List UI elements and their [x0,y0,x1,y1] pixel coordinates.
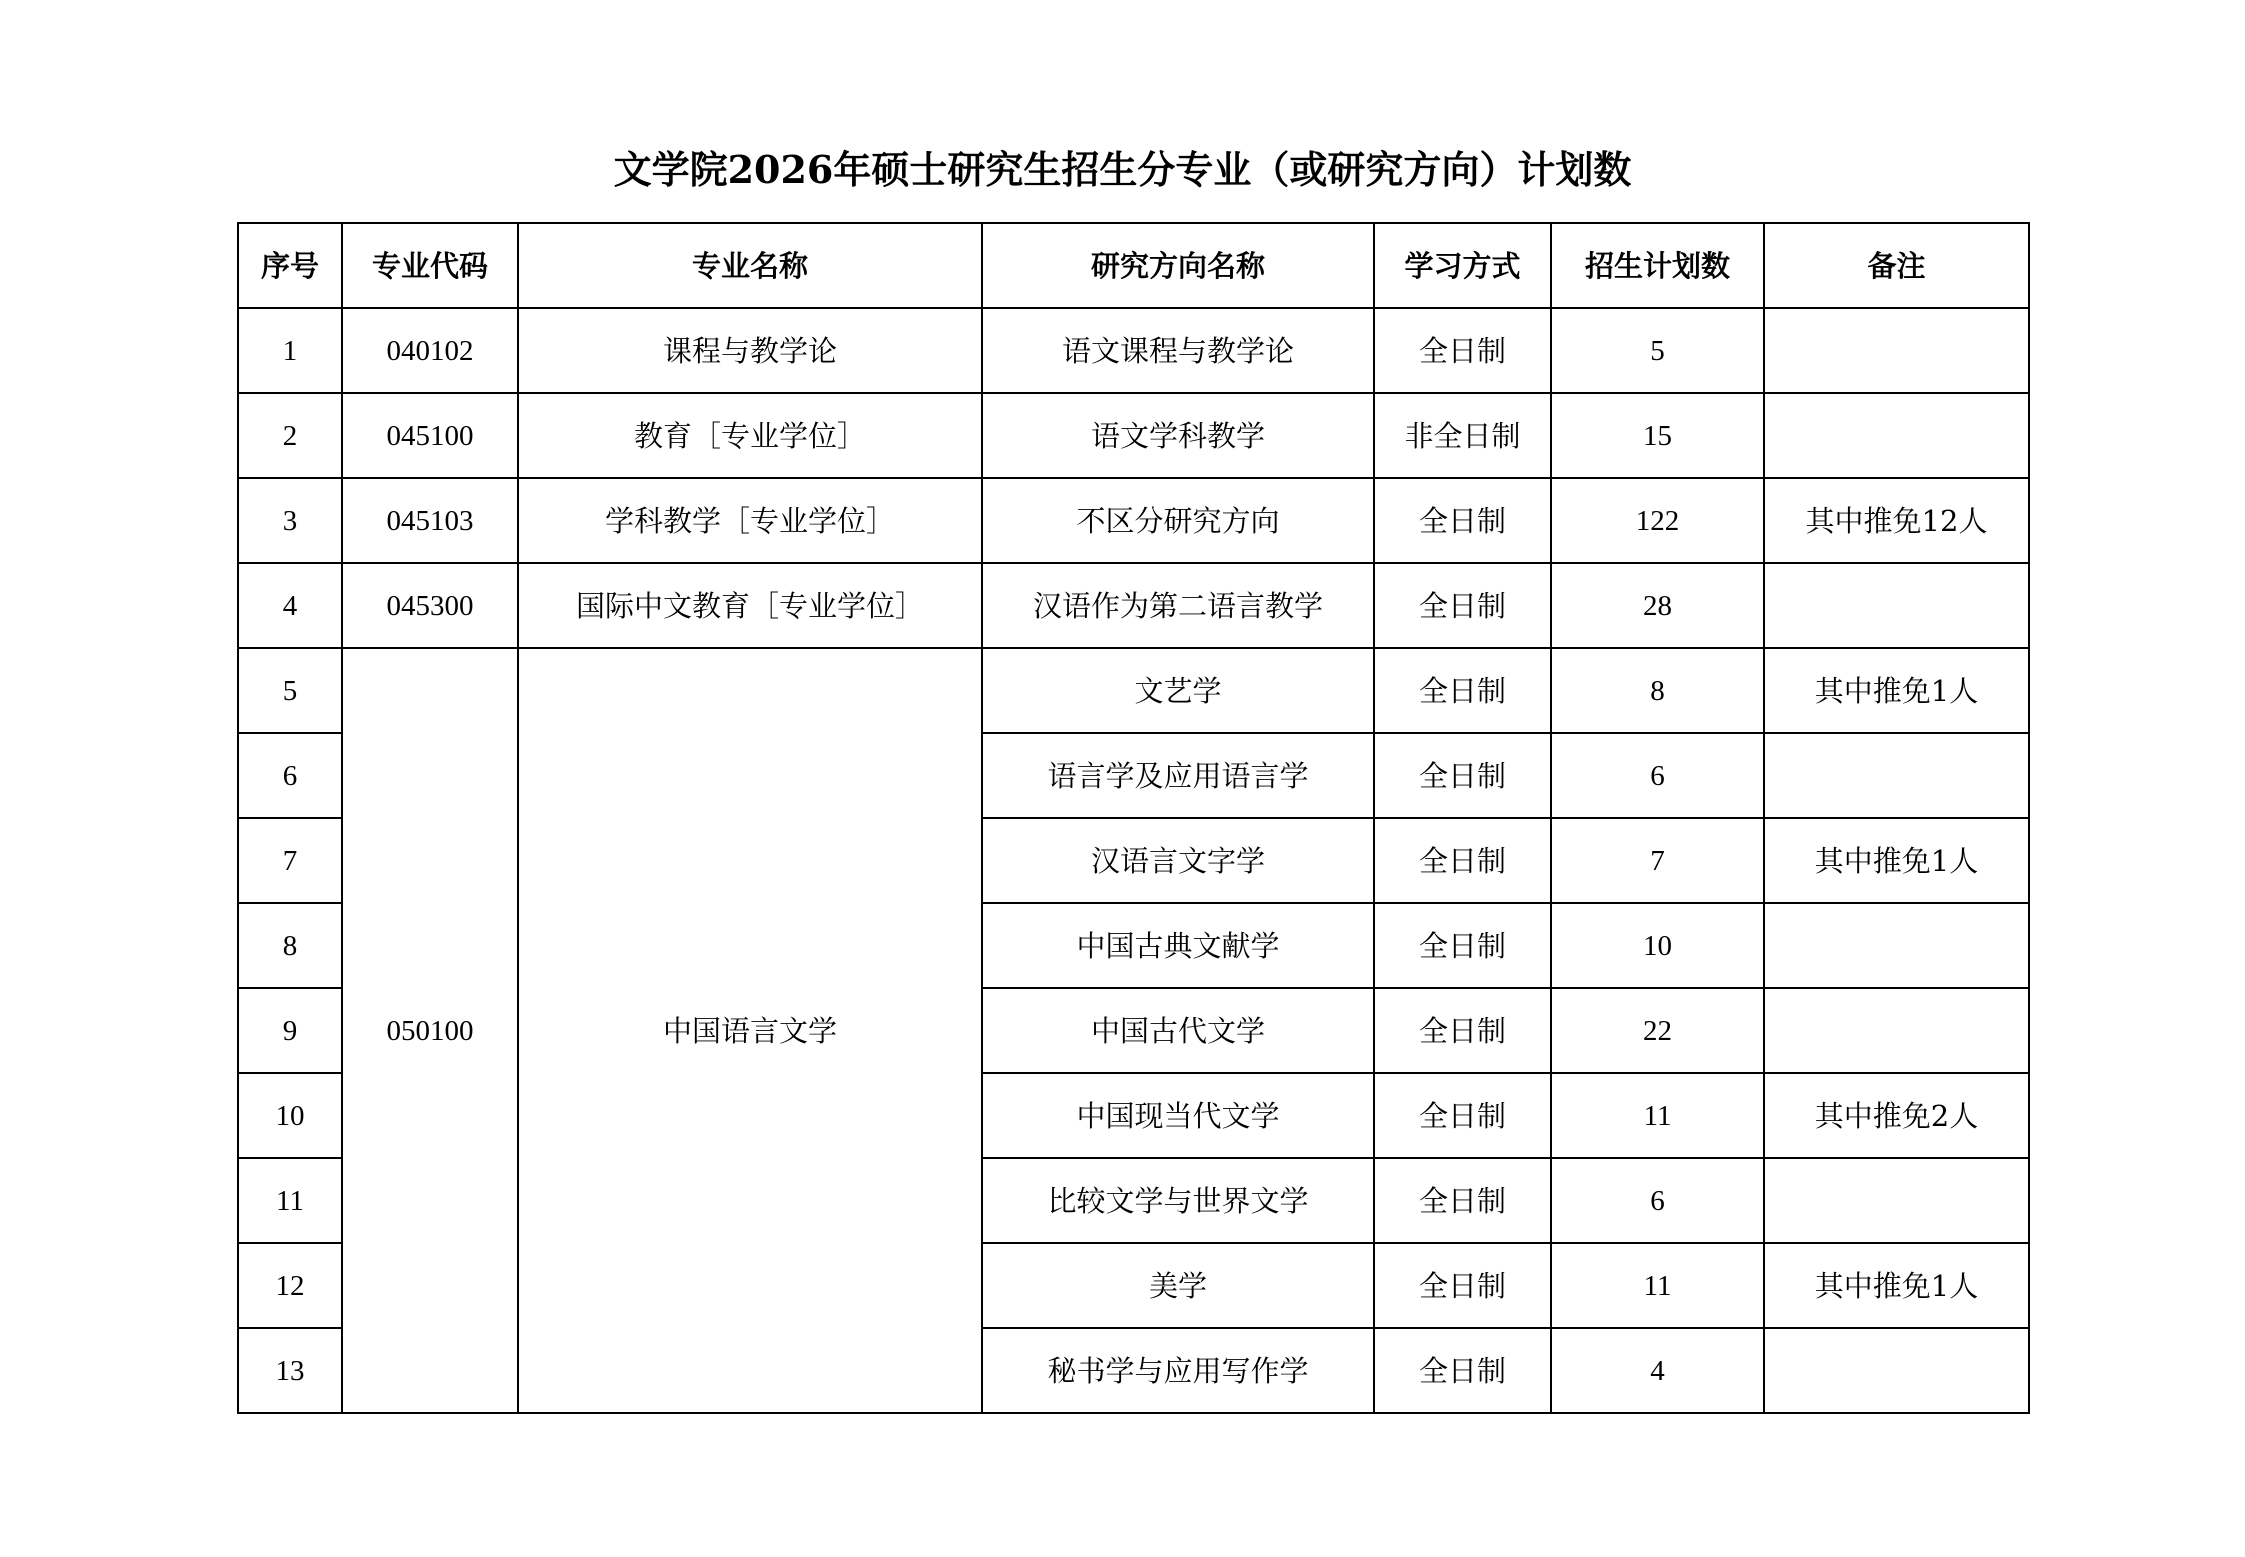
cell-direction: 不区分研究方向 [982,478,1374,563]
header-mode: 学习方式 [1374,223,1551,308]
cell-seq: 11 [238,1158,342,1243]
cell-quota: 5 [1551,308,1764,393]
cell-mode: 全日制 [1374,478,1551,563]
cell-major: 学科教学［专业学位］ [518,478,982,563]
cell-major: 国际中文教育［专业学位］ [518,563,982,648]
cell-quota: 8 [1551,648,1764,733]
cell-mode: 非全日制 [1374,393,1551,478]
cell-seq: 2 [238,393,342,478]
cell-note: 其中推免12人 [1764,478,2029,563]
header-direction: 研究方向名称 [982,223,1374,308]
cell-seq: 13 [238,1328,342,1413]
cell-note: 其中推免2人 [1764,1073,2029,1158]
cell-note: 其中推免1人 [1764,648,2029,733]
cell-direction: 汉语言文字学 [982,818,1374,903]
cell-seq: 6 [238,733,342,818]
cell-mode: 全日制 [1374,648,1551,733]
cell-direction: 中国古典文献学 [982,903,1374,988]
cell-major-merged: 中国语言文学 [518,648,982,1413]
cell-quota: 7 [1551,818,1764,903]
cell-seq: 8 [238,903,342,988]
cell-seq: 5 [238,648,342,733]
header-code: 专业代码 [342,223,518,308]
enrollment-plan-table [237,222,2030,1414]
cell-seq: 7 [238,818,342,903]
cell-mode: 全日制 [1374,1073,1551,1158]
cell-note [1764,308,2029,393]
cell-mode: 全日制 [1374,818,1551,903]
cell-note: 其中推免1人 [1764,818,2029,903]
cell-seq: 10 [238,1073,342,1158]
table-row [238,393,2029,478]
cell-direction: 汉语作为第二语言教学 [982,563,1374,648]
table-row [238,563,2029,648]
table-row [238,308,2029,393]
cell-mode: 全日制 [1374,308,1551,393]
cell-direction: 语言学及应用语言学 [982,733,1374,818]
cell-note [1764,903,2029,988]
cell-seq: 4 [238,563,342,648]
cell-seq: 12 [238,1243,342,1328]
cell-note [1764,1328,2029,1413]
cell-quota: 4 [1551,1328,1764,1413]
cell-quota: 22 [1551,988,1764,1073]
cell-seq: 9 [238,988,342,1073]
cell-code-merged: 050100 [342,648,518,1413]
cell-mode: 全日制 [1374,563,1551,648]
cell-quota: 15 [1551,393,1764,478]
cell-note [1764,563,2029,648]
cell-code: 045103 [342,478,518,563]
cell-quota: 122 [1551,478,1764,563]
table-header-row [238,223,2029,308]
cell-major: 教育［专业学位］ [518,393,982,478]
cell-note [1764,1158,2029,1243]
cell-mode: 全日制 [1374,903,1551,988]
cell-quota: 11 [1551,1243,1764,1328]
cell-note: 其中推免1人 [1764,1243,2029,1328]
cell-direction: 秘书学与应用写作学 [982,1328,1374,1413]
cell-note [1764,988,2029,1073]
cell-note [1764,733,2029,818]
page-title: 文学院2026年硕士研究生招生分专业（或研究方向）计划数 [613,147,1632,192]
cell-code: 045100 [342,393,518,478]
cell-direction: 美学 [982,1243,1374,1328]
header-seq: 序号 [238,223,342,308]
header-quota: 招生计划数 [1551,223,1764,308]
cell-quota: 6 [1551,1158,1764,1243]
cell-quota: 10 [1551,903,1764,988]
header-note: 备注 [1764,223,2029,308]
cell-code: 040102 [342,308,518,393]
cell-direction: 语文学科教学 [982,393,1374,478]
cell-seq: 1 [238,308,342,393]
header-major: 专业名称 [518,223,982,308]
cell-direction: 中国古代文学 [982,988,1374,1073]
cell-note [1764,393,2029,478]
cell-quota: 11 [1551,1073,1764,1158]
table-row [238,648,2029,733]
cell-direction: 中国现当代文学 [982,1073,1374,1158]
cell-mode: 全日制 [1374,1158,1551,1243]
cell-quota: 6 [1551,733,1764,818]
cell-mode: 全日制 [1374,988,1551,1073]
cell-direction: 语文课程与教学论 [982,308,1374,393]
cell-mode: 全日制 [1374,1328,1551,1413]
table-row [238,478,2029,563]
cell-quota: 28 [1551,563,1764,648]
cell-direction: 比较文学与世界文学 [982,1158,1374,1243]
cell-seq: 3 [238,478,342,563]
cell-direction: 文艺学 [982,648,1374,733]
cell-mode: 全日制 [1374,1243,1551,1328]
cell-code: 045300 [342,563,518,648]
cell-major: 课程与教学论 [518,308,982,393]
cell-mode: 全日制 [1374,733,1551,818]
